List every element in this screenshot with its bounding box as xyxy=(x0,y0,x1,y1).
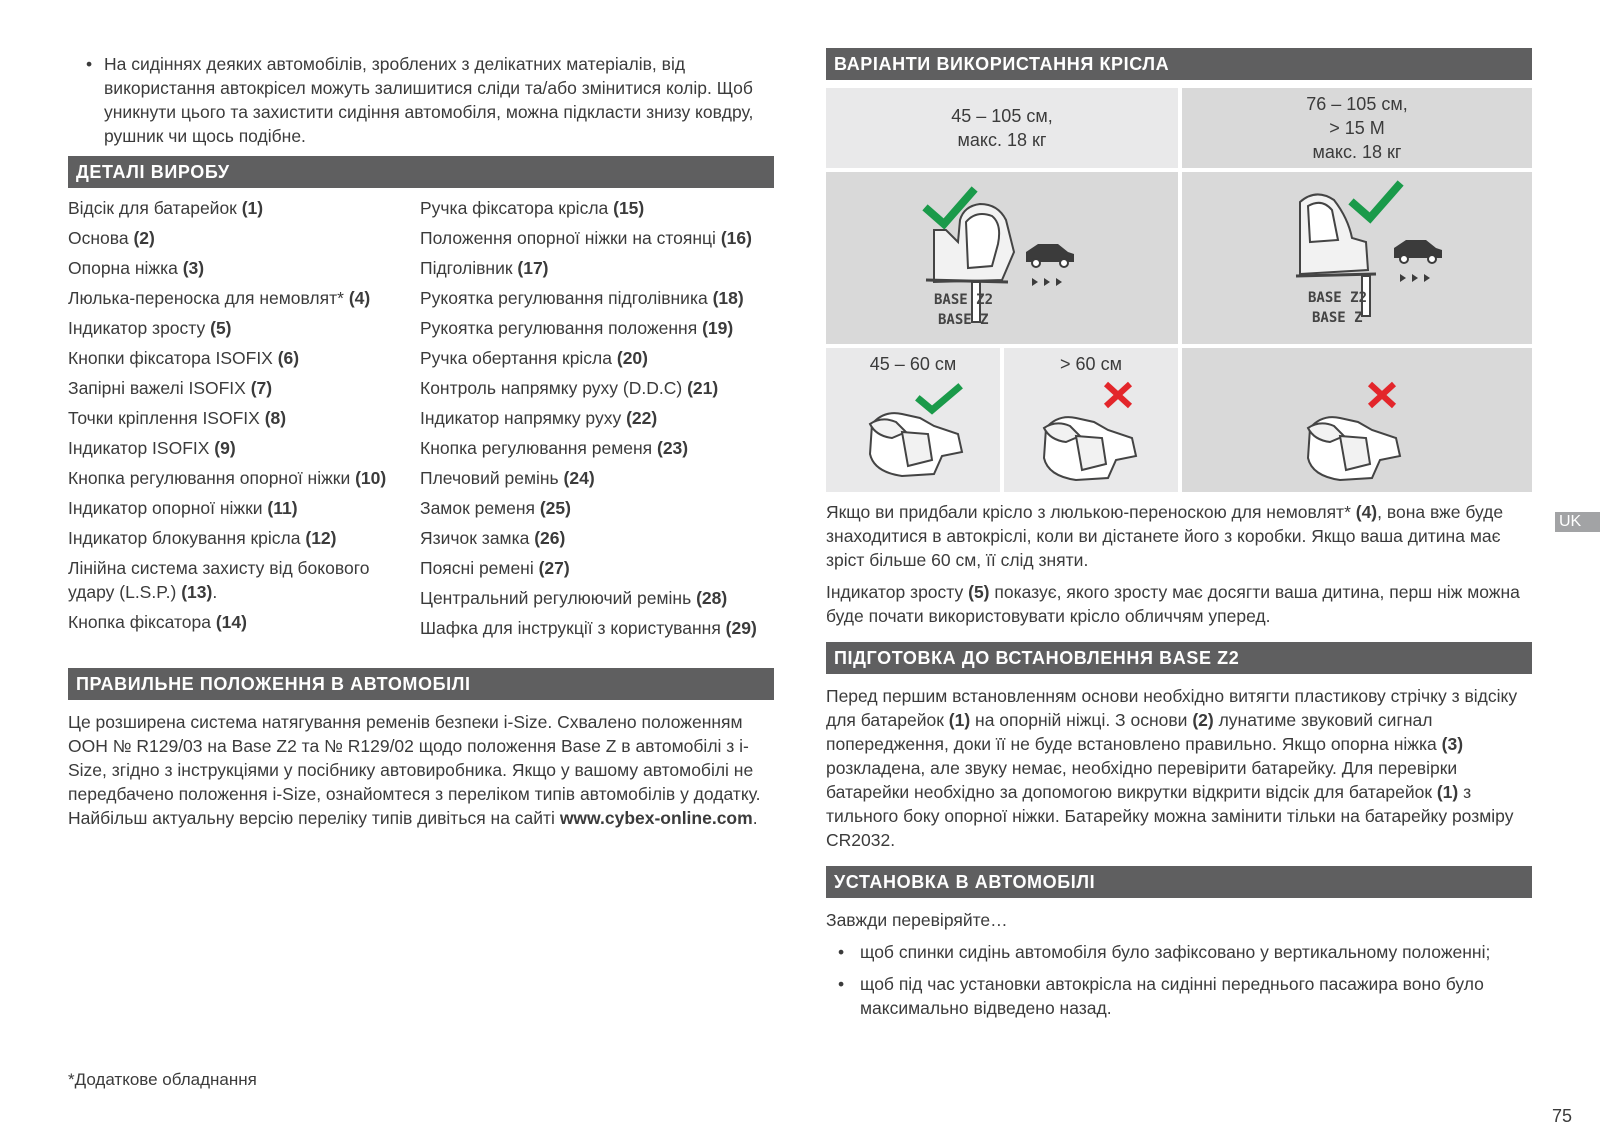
part-number: (7) xyxy=(250,378,273,398)
install-list-item xyxy=(826,972,1532,1020)
part-label: Кнопка регулювання опорної ніжки xyxy=(68,468,356,488)
part-item xyxy=(420,556,774,580)
part-label: Відсік для батарейок xyxy=(68,198,242,218)
part-item xyxy=(420,406,774,430)
usage-ref-num: (5) xyxy=(968,582,990,602)
forward-min-age: > 15 M xyxy=(1329,118,1385,138)
part-item xyxy=(68,196,420,220)
language-tab: UK xyxy=(1555,512,1600,532)
base-z2-label: BASE Z2 xyxy=(1308,290,1368,306)
part-label: Індикатор зросту xyxy=(68,318,211,338)
usage-ref-num: (4) xyxy=(1355,502,1378,522)
part-label: Лінійна система захисту від бокового удару (L.S.P.) xyxy=(68,558,370,602)
part-label: Індикатор напрямку руху xyxy=(420,408,627,428)
part-item xyxy=(68,556,420,604)
part-label: Індикатор ISOFIX xyxy=(68,438,215,458)
install-item-text: щоб під час установки автокрісла на сидінні переднього пасажира воно було максимально відведено назад. xyxy=(860,974,1484,1018)
carrycot-small-range: 45 – 60 см xyxy=(869,354,957,374)
part-number: (26) xyxy=(534,528,566,548)
part-label: Шафка для інструкції з користування xyxy=(420,618,726,638)
bullet-dot: • xyxy=(838,942,845,962)
part-number: (6) xyxy=(277,348,300,368)
cross-icon xyxy=(1106,384,1130,406)
part-number: (14) xyxy=(215,612,247,632)
carrycot-seat-icon-allowed xyxy=(862,376,972,486)
part-item xyxy=(68,346,420,370)
part-label: Поясні ремені xyxy=(420,558,539,578)
part-label: Основа xyxy=(68,228,134,248)
prep-text-c: лунатиме звуковий сигнал попередження, доки її не буде встановлено правильно. Якщо опорна ніжка xyxy=(826,710,1442,754)
part-label: Запірні важелі ISOFIX xyxy=(68,378,251,398)
part-label: Індикатор блокування крісла xyxy=(68,528,306,548)
usage-cell-rear-facing xyxy=(826,172,1178,344)
prep-ref-num: (3) xyxy=(1441,734,1464,754)
warning-text: На сидіннях деяких автомобілів, зроблених з делікатних матеріалів, від використання автокрісел можуть залишитися сліди та/або змінитися колір. Щоб уникнути цього та захистити сидіння автомобіля, можна підкласти знизу ковдру, рушник чи щось подібне. xyxy=(104,54,754,146)
usage-text-c: Індикатор зросту xyxy=(826,582,969,602)
prep-paragraph xyxy=(826,684,1532,852)
left-column xyxy=(68,52,774,830)
part-number: (18) xyxy=(712,288,744,308)
part-label: Рукоятка регулювання положення xyxy=(420,318,703,338)
part-number: (24) xyxy=(563,468,595,488)
usage-text-b: , вона вже буде знаходитися в автокріслі, коли ви дістанете його з коробки. Якщо ваша дитина має зріст більше 60 см, її слід зняти. xyxy=(826,502,1504,570)
part-number: (12) xyxy=(305,528,337,548)
part-item xyxy=(68,466,420,490)
part-label: Ручка фіксатора крісла xyxy=(420,198,614,218)
part-number: (16) xyxy=(720,228,752,248)
part-number: (27) xyxy=(538,558,570,578)
parts-heading: ДЕТАЛІ ВИРОБУ xyxy=(68,156,774,188)
part-item xyxy=(68,610,420,634)
forward-height-range: 76 – 105 см, xyxy=(1306,94,1408,114)
usage-cell-forward-facing xyxy=(1182,172,1532,344)
part-item xyxy=(68,256,420,280)
part-item xyxy=(68,286,420,310)
part-label: Ручка обертання крісла xyxy=(420,348,617,368)
part-item xyxy=(420,526,774,550)
install-item-text: щоб спинки сидінь автомобіля було зафіксовано у вертикальному положенні; xyxy=(860,942,1491,962)
part-item xyxy=(420,286,774,310)
rear-base-labels xyxy=(934,290,993,330)
part-number: (20) xyxy=(616,348,648,368)
website-link[interactable]: www.cybex-online.com xyxy=(559,808,753,828)
part-number: (8) xyxy=(264,408,287,428)
parts-column-right xyxy=(420,196,774,646)
cross-icon xyxy=(1370,384,1394,406)
warning-bullet xyxy=(68,52,774,148)
part-item xyxy=(420,616,774,640)
part-label: Підголівник xyxy=(420,258,518,278)
usage-text-a: Якщо ви придбали крісло з люлькою-переноскою для немовлят* xyxy=(826,502,1356,522)
part-number: (15) xyxy=(613,198,645,218)
usage-header-rear xyxy=(826,88,1178,168)
part-number: (29) xyxy=(725,618,757,638)
install-heading: УСТАНОВКА В АВТОМОБІЛІ xyxy=(826,866,1532,898)
prep-ref-num: (2) xyxy=(1192,710,1214,730)
base-z-label: BASE Z xyxy=(938,312,989,328)
usage-heading: ВАРІАНТИ ВИКОРИСТАННЯ КРІСЛА xyxy=(826,48,1532,80)
part-label: Опорна ніжка xyxy=(68,258,183,278)
check-icon xyxy=(1354,186,1398,218)
part-label: Плечовий ремінь xyxy=(420,468,564,488)
position-text-end: . xyxy=(752,808,758,828)
usage-table xyxy=(826,88,1532,492)
forward-max-weight: макс. 18 кг xyxy=(1312,142,1402,162)
usage-paragraph-1 xyxy=(826,500,1532,572)
part-label: Кнопка регулювання ременя xyxy=(420,438,657,458)
prep-ref-num: (1) xyxy=(948,710,971,730)
part-label: Рукоятка регулювання підголівника xyxy=(420,288,713,308)
usage-cell-carrycot-large xyxy=(1004,348,1178,492)
base-z2-label: BASE Z2 xyxy=(934,292,994,308)
part-number: (21) xyxy=(687,378,719,398)
part-item xyxy=(420,496,774,520)
part-item xyxy=(420,256,774,280)
part-suffix: . xyxy=(212,582,218,602)
part-number: (10) xyxy=(355,468,387,488)
part-number: (13) xyxy=(181,582,213,602)
prep-text-d: розкладена, але звуку немає, необхідно перевірити батарейку. Для перевірки батарейки необхідно за допомогою викрутки відкрити відсік для батарейок xyxy=(826,758,1458,802)
part-item xyxy=(420,376,774,400)
part-number: (23) xyxy=(657,438,689,458)
prep-heading: ПІДГОТОВКА ДО ВСТАНОВЛЕННЯ BASE Z2 xyxy=(826,642,1532,674)
part-number: (4) xyxy=(348,288,371,308)
part-number: (3) xyxy=(182,258,205,278)
part-label: Кнопки фіксатора ISOFIX xyxy=(68,348,278,368)
usage-text-d: показує, якого зросту має досягти ваша дитина, перш ніж можна буде почати використовувати крісло обличчям уперед. xyxy=(826,582,1520,626)
usage-header-forward xyxy=(1182,88,1532,168)
position-text: Це розширена система натягування ременів безпеки i-Size. Схвалено положенням ООН № R129/03 на Base Z2 та № R129/02 щодо положення Base Z в автомобілі з i-Size, згідно з інструкціями у посібнику автовиробника. Якщо у вашому автомобілі не передбачено положення i-Size, ознайомтеся з переліком типів автомобілів у додатку. Найбільш актуальну версію переліку типів дивіться на сайті xyxy=(68,712,761,828)
part-label: Індикатор опорної ніжки xyxy=(68,498,268,518)
part-item xyxy=(68,436,420,460)
part-label: Кнопка фіксатора xyxy=(68,612,216,632)
part-label: Контроль напрямку руху (D.D.C) xyxy=(420,378,688,398)
part-item xyxy=(420,196,774,220)
bullet-dot: • xyxy=(838,974,845,994)
part-number: (9) xyxy=(214,438,236,458)
part-number: (28) xyxy=(696,588,728,608)
part-item xyxy=(68,316,420,340)
check-icon xyxy=(920,388,958,410)
bullet-dot: • xyxy=(86,54,93,74)
carrycot-large-range: > 60 см xyxy=(1060,354,1122,374)
carrycot-forward-icon-not-allowed xyxy=(1300,376,1420,486)
usage-cell-carrycot-small xyxy=(826,348,1000,492)
prep-ref-num: (1) xyxy=(1436,782,1459,802)
part-number: (2) xyxy=(133,228,155,248)
right-column xyxy=(826,48,1532,1020)
rear-height-range: 45 – 105 см, xyxy=(951,106,1053,126)
part-number: (22) xyxy=(626,408,658,428)
page-number: 75 xyxy=(1552,1106,1573,1126)
prep-text-e: з тильного боку опорної ніжки. Батарейку можна замінити тільки на батарейку розміру CR2032. xyxy=(826,782,1514,850)
part-item xyxy=(420,316,774,340)
prep-text-a: Перед першим встановленням основи необхідно витягти пластикову стрічку з відсіку для батарейок xyxy=(826,686,1518,730)
rear-max-weight: макс. 18 кг xyxy=(957,130,1047,150)
part-label: Точки кріплення ISOFIX xyxy=(68,408,265,428)
base-z-label: BASE Z xyxy=(1312,310,1363,326)
part-label: Замок ременя xyxy=(420,498,540,518)
part-label: Люлька-переноска для немовлят* xyxy=(68,288,349,308)
parts-column-left xyxy=(68,196,420,646)
part-number: (11) xyxy=(267,498,298,518)
part-item xyxy=(68,496,420,520)
parts-list xyxy=(68,196,774,646)
forward-base-labels xyxy=(1308,288,1367,328)
footnote: *Додаткове обладнання xyxy=(68,1070,257,1089)
install-list-item xyxy=(826,940,1532,964)
part-item xyxy=(420,226,774,250)
part-label: Язичок замка xyxy=(420,528,535,548)
part-number: (17) xyxy=(517,258,549,278)
part-item xyxy=(68,376,420,400)
part-item xyxy=(420,436,774,460)
carrycot-seat-icon-not-allowed xyxy=(1036,376,1146,486)
position-heading: ПРАВИЛЬНЕ ПОЛОЖЕННЯ В АВТОМОБІЛІ xyxy=(68,668,774,700)
usage-cell-carrycot-forward xyxy=(1182,348,1532,492)
part-item xyxy=(420,346,774,370)
part-number: (1) xyxy=(241,198,264,218)
install-intro: Завжди перевіряйте… xyxy=(826,910,1008,930)
part-number: (19) xyxy=(702,318,734,338)
part-number: (25) xyxy=(539,498,571,518)
part-item xyxy=(68,406,420,430)
part-item xyxy=(68,226,420,250)
part-item xyxy=(420,586,774,610)
part-label: Положення опорної ніжки на стоянці xyxy=(420,228,721,248)
part-number: (5) xyxy=(210,318,232,338)
part-item xyxy=(420,466,774,490)
prep-text-b: на опорній ніжці. З основи xyxy=(970,710,1193,730)
usage-paragraph-2 xyxy=(826,580,1532,628)
position-paragraph xyxy=(68,710,774,830)
part-item xyxy=(68,526,420,550)
part-label: Центральний регулюючий ремінь xyxy=(420,588,697,608)
